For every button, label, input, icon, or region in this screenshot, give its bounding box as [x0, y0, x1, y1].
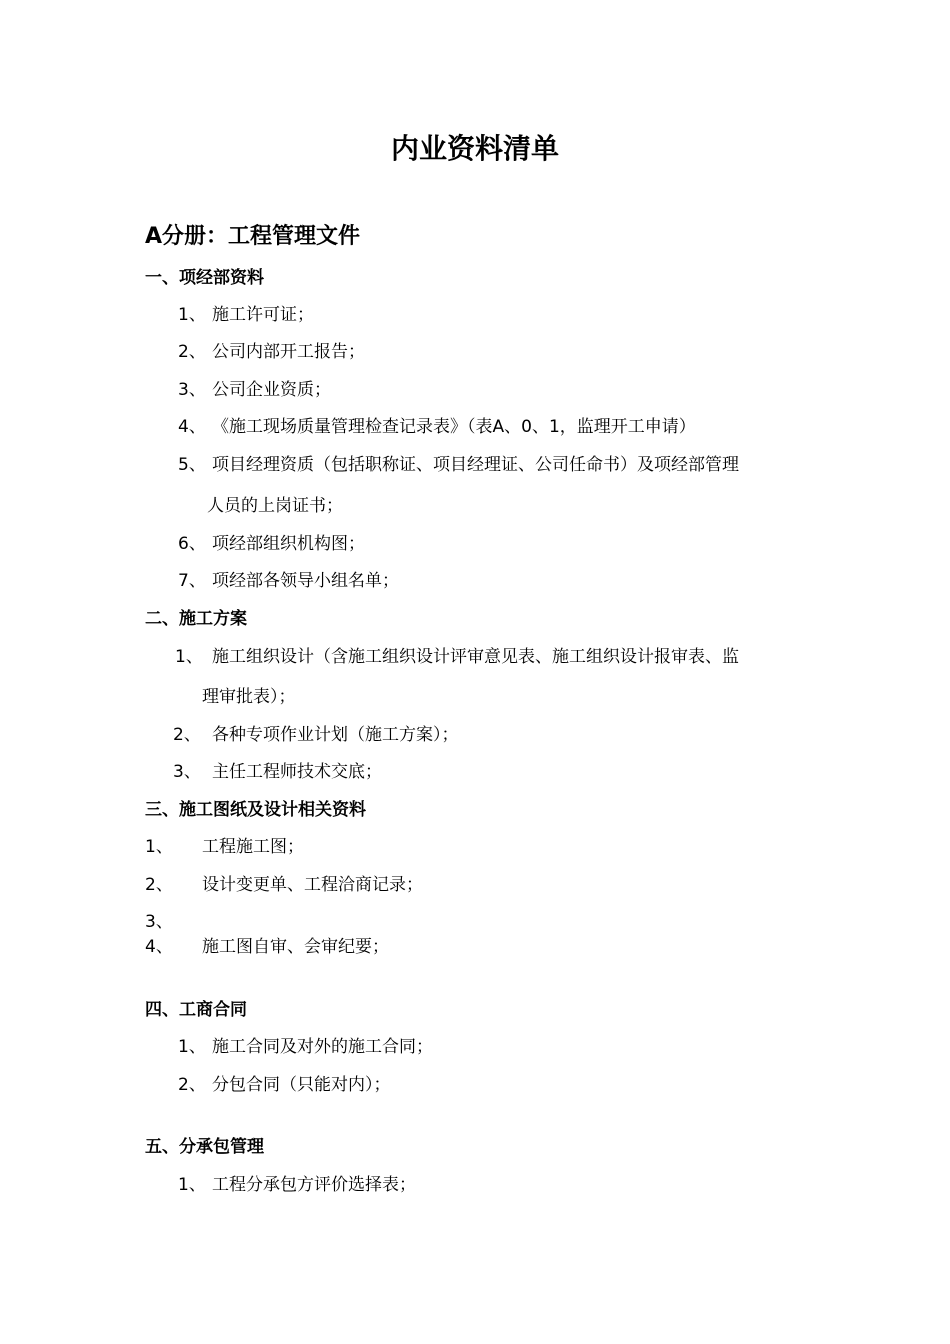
item-number: 2、	[173, 725, 201, 745]
item-number: 2、	[145, 875, 173, 895]
section-heading: 四、工商合同	[145, 1000, 247, 1020]
list-item	[145, 873, 845, 897]
list-item	[178, 340, 878, 364]
item-number: 1、	[178, 305, 206, 325]
item-number: 3、	[145, 912, 173, 932]
list-item	[178, 1173, 878, 1197]
list-item	[178, 378, 878, 402]
item-number: 2、	[178, 342, 206, 362]
item-number: 2、	[178, 1075, 206, 1095]
list-item	[178, 1073, 878, 1097]
item-number: 4、	[178, 417, 206, 437]
document-title: 内业资料清单	[390, 132, 559, 165]
item-text: 各种专项作业计划（施工方案）；	[212, 725, 459, 745]
section-heading: 一、项经部资料	[145, 268, 264, 288]
booklet-heading: A分册：工程管理文件	[145, 224, 361, 249]
item-text: 《施工现场质量管理检查记录表》（表A、0、1，监理开工申请）	[212, 417, 696, 437]
item-text: 施工许可证；	[212, 305, 314, 325]
item-text: 工程施工图；	[202, 837, 304, 857]
item-text: 工程分承包方评价选择表；	[212, 1175, 416, 1195]
item-text-continued: 理审批表）；	[202, 687, 296, 707]
list-item	[145, 835, 845, 859]
item-number: 1、	[145, 837, 173, 857]
list-item	[145, 935, 845, 959]
list-item	[173, 760, 873, 784]
item-text: 施工图自审、会审纪要；	[202, 937, 389, 957]
item-text: 项经部各领导小组名单；	[212, 571, 399, 591]
item-number: 1、	[175, 647, 203, 667]
section-heading: 三、施工图纸及设计相关资料	[145, 800, 366, 820]
item-number: 7、	[178, 571, 206, 591]
list-item	[178, 303, 878, 327]
item-text: 项目经理资质（包括职称证、项目经理证、公司任命书）及项经部管理	[212, 455, 739, 475]
item-text: 公司企业资质；	[212, 380, 331, 400]
list-item	[178, 1035, 878, 1059]
item-text: 设计变更单、工程洽商记录；	[202, 875, 423, 895]
item-text: 项经部组织机构图；	[212, 534, 365, 554]
item-text: 分包合同（只能对内）；	[212, 1075, 391, 1095]
item-number: 5、	[178, 455, 206, 475]
item-number: 6、	[178, 534, 206, 554]
item-number: 3、	[173, 762, 201, 782]
item-number: 1、	[178, 1037, 206, 1057]
list-item	[178, 415, 878, 439]
item-text: 施工合同及对外的施工合同；	[212, 1037, 433, 1057]
list-item	[178, 532, 878, 556]
list-item	[178, 569, 878, 593]
list-item	[145, 910, 845, 934]
list-item	[178, 453, 878, 477]
section-heading: 二、施工方案	[145, 609, 247, 629]
item-text: 主任工程师技术交底；	[212, 762, 382, 782]
list-item	[175, 645, 875, 669]
item-number: 4、	[145, 937, 173, 957]
item-text-continued: 人员的上岗证书；	[207, 496, 343, 516]
list-item	[173, 723, 873, 747]
item-number: 3、	[178, 380, 206, 400]
item-text: 公司内部开工报告；	[212, 342, 365, 362]
item-text: 施工组织设计（含施工组织设计评审意见表、施工组织设计报审表、监	[212, 647, 739, 667]
section-heading: 五、分承包管理	[145, 1137, 264, 1157]
item-number: 1、	[178, 1175, 206, 1195]
